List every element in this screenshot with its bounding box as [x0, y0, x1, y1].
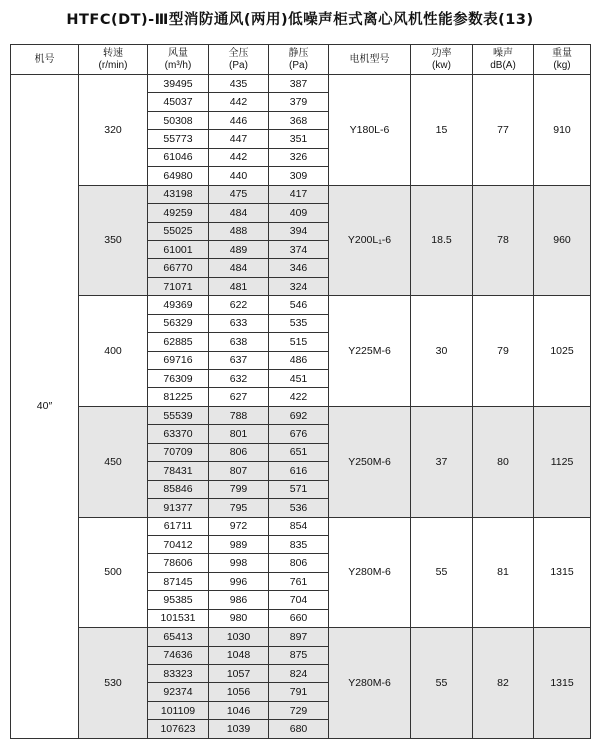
airflow-cell: 81225: [148, 388, 209, 406]
total-pressure-cell: 1046: [209, 701, 269, 719]
airflow-cell: 65413: [148, 628, 209, 646]
static-pressure-cell: 897: [269, 628, 329, 646]
header-total-pressure: [209, 45, 269, 75]
airflow-cell: 78431: [148, 462, 209, 480]
airflow-cell: 91377: [148, 499, 209, 517]
header-unit: (Pa): [229, 59, 248, 71]
total-pressure-cell: 484: [209, 204, 269, 222]
total-pressure-cell: 980: [209, 609, 269, 627]
static-pressure-cell: 394: [269, 222, 329, 240]
total-pressure-cell: 989: [209, 535, 269, 553]
airflow-cell: 45037: [148, 93, 209, 111]
total-pressure-cell: 807: [209, 462, 269, 480]
total-pressure-cell: 806: [209, 443, 269, 461]
header-label: 转速: [103, 47, 123, 59]
airflow-cell: 61711: [148, 517, 209, 535]
header-label: 噪声: [493, 47, 513, 59]
power-cell: 55: [411, 628, 473, 739]
static-pressure-cell: 515: [269, 333, 329, 351]
header-unit: (kg): [553, 59, 571, 71]
weight-cell: 1315: [534, 628, 591, 739]
airflow-cell: 49259: [148, 204, 209, 222]
total-pressure-cell: 489: [209, 240, 269, 258]
static-pressure-cell: 692: [269, 406, 329, 424]
header-static-pressure: [269, 45, 329, 75]
total-pressure-cell: 972: [209, 517, 269, 535]
static-pressure-cell: 451: [269, 370, 329, 388]
static-pressure-cell: 535: [269, 314, 329, 332]
motor-model-cell: Y200L₁-6: [329, 185, 411, 296]
motor-model-cell: Y280M-6: [329, 517, 411, 628]
static-pressure-cell: 616: [269, 462, 329, 480]
weight-cell: 1315: [534, 517, 591, 628]
speed-cell: 400: [79, 296, 148, 407]
airflow-cell: 49369: [148, 296, 209, 314]
airflow-cell: 43198: [148, 185, 209, 203]
power-cell: 37: [411, 406, 473, 517]
header-label: 电机型号: [349, 53, 390, 65]
airflow-cell: 76309: [148, 370, 209, 388]
static-pressure-cell: 680: [269, 720, 329, 738]
total-pressure-cell: 435: [209, 75, 269, 93]
header-label: 机号: [34, 53, 55, 65]
static-pressure-cell: 704: [269, 591, 329, 609]
static-pressure-cell: 379: [269, 93, 329, 111]
power-cell: 15: [411, 75, 473, 186]
static-pressure-cell: 761: [269, 572, 329, 590]
header-label: 功率: [431, 47, 452, 59]
total-pressure-cell: 638: [209, 333, 269, 351]
total-pressure-cell: 442: [209, 148, 269, 166]
airflow-cell: 92374: [148, 683, 209, 701]
total-pressure-cell: 627: [209, 388, 269, 406]
header-unit: dB(A): [490, 59, 516, 71]
static-pressure-cell: 346: [269, 259, 329, 277]
header-unit: (Pa): [289, 59, 308, 71]
airflow-cell: 55025: [148, 222, 209, 240]
airflow-cell: 62885: [148, 333, 209, 351]
noise-cell: 77: [473, 75, 534, 186]
airflow-cell: 85846: [148, 480, 209, 498]
airflow-cell: 101109: [148, 701, 209, 719]
speed-cell: 500: [79, 517, 148, 628]
static-pressure-cell: 387: [269, 75, 329, 93]
static-pressure-cell: 571: [269, 480, 329, 498]
static-pressure-cell: 546: [269, 296, 329, 314]
static-pressure-cell: 729: [269, 701, 329, 719]
total-pressure-cell: 484: [209, 259, 269, 277]
static-pressure-cell: 806: [269, 554, 329, 572]
total-pressure-cell: 481: [209, 277, 269, 295]
airflow-cell: 63370: [148, 425, 209, 443]
airflow-cell: 87145: [148, 572, 209, 590]
total-pressure-cell: 446: [209, 111, 269, 129]
airflow-cell: 70709: [148, 443, 209, 461]
airflow-cell: 95385: [148, 591, 209, 609]
total-pressure-cell: 447: [209, 130, 269, 148]
total-pressure-cell: 788: [209, 406, 269, 424]
static-pressure-cell: 875: [269, 646, 329, 664]
static-pressure-cell: 309: [269, 167, 329, 185]
airflow-cell: 107623: [148, 720, 209, 738]
static-pressure-cell: 791: [269, 683, 329, 701]
header-unit: (kw): [432, 59, 451, 71]
weight-cell: 1125: [534, 406, 591, 517]
table-body: [11, 75, 591, 739]
airflow-cell: 69716: [148, 351, 209, 369]
static-pressure-cell: 326: [269, 148, 329, 166]
header-label: 静压: [288, 47, 309, 59]
table-row: [11, 185, 591, 203]
total-pressure-cell: 622: [209, 296, 269, 314]
speed-cell: 320: [79, 75, 148, 186]
motor-model-cell: Y280M-6: [329, 628, 411, 739]
motor-model-cell: Y180L-6: [329, 75, 411, 186]
total-pressure-cell: 440: [209, 167, 269, 185]
airflow-cell: 74636: [148, 646, 209, 664]
static-pressure-cell: 660: [269, 609, 329, 627]
total-pressure-cell: 442: [209, 93, 269, 111]
header-unit: (m³/h): [164, 59, 192, 71]
airflow-cell: 101531: [148, 609, 209, 627]
weight-cell: 910: [534, 75, 591, 186]
table-header-row: [11, 45, 591, 75]
table-row: [11, 75, 591, 93]
total-pressure-cell: 1039: [209, 720, 269, 738]
noise-cell: 81: [473, 517, 534, 628]
performance-table: [10, 44, 591, 739]
airflow-cell: 71071: [148, 277, 209, 295]
total-pressure-cell: 475: [209, 185, 269, 203]
static-pressure-cell: 676: [269, 425, 329, 443]
noise-cell: 78: [473, 185, 534, 296]
airflow-cell: 78606: [148, 554, 209, 572]
header-unit: (r/min): [98, 59, 128, 71]
airflow-cell: 55773: [148, 130, 209, 148]
table-row: [11, 406, 591, 424]
airflow-cell: 56329: [148, 314, 209, 332]
motor-model-cell: Y225M-6: [329, 296, 411, 407]
total-pressure-cell: 996: [209, 572, 269, 590]
total-pressure-cell: 801: [209, 425, 269, 443]
airflow-cell: 61046: [148, 148, 209, 166]
total-pressure-cell: 998: [209, 554, 269, 572]
total-pressure-cell: 795: [209, 499, 269, 517]
total-pressure-cell: 633: [209, 314, 269, 332]
header-speed: [79, 45, 148, 75]
power-cell: 55: [411, 517, 473, 628]
total-pressure-cell: 1030: [209, 628, 269, 646]
airflow-cell: 70412: [148, 535, 209, 553]
header-airflow: [148, 45, 209, 75]
static-pressure-cell: 854: [269, 517, 329, 535]
header-label: 全压: [228, 47, 249, 59]
airflow-cell: 83323: [148, 665, 209, 683]
static-pressure-cell: 351: [269, 130, 329, 148]
total-pressure-cell: 1048: [209, 646, 269, 664]
noise-cell: 79: [473, 296, 534, 407]
header-machine-no: [11, 45, 79, 75]
speed-cell: 530: [79, 628, 148, 739]
noise-cell: 82: [473, 628, 534, 739]
total-pressure-cell: 1056: [209, 683, 269, 701]
table-row: [11, 517, 591, 535]
static-pressure-cell: 368: [269, 111, 329, 129]
power-cell: 30: [411, 296, 473, 407]
speed-cell: 450: [79, 406, 148, 517]
static-pressure-cell: 409: [269, 204, 329, 222]
static-pressure-cell: 835: [269, 535, 329, 553]
weight-cell: 960: [534, 185, 591, 296]
total-pressure-cell: 1057: [209, 665, 269, 683]
static-pressure-cell: 824: [269, 665, 329, 683]
noise-cell: 80: [473, 406, 534, 517]
static-pressure-cell: 422: [269, 388, 329, 406]
static-pressure-cell: 536: [269, 499, 329, 517]
header-label: 风量: [168, 47, 188, 59]
total-pressure-cell: 799: [209, 480, 269, 498]
header-label: 重量: [552, 47, 572, 59]
header-power: [411, 45, 473, 75]
header-noise: [473, 45, 534, 75]
static-pressure-cell: 417: [269, 185, 329, 203]
machine-no-cell: 40″: [11, 75, 79, 739]
airflow-cell: 61001: [148, 240, 209, 258]
airflow-cell: 66770: [148, 259, 209, 277]
header-motor-model: [329, 45, 411, 75]
total-pressure-cell: 986: [209, 591, 269, 609]
page-title: HTFC(DT)-Ⅲ型消防通风(两用)低噪声柜式离心风机性能参数表(13): [66, 12, 534, 28]
airflow-cell: 39495: [148, 75, 209, 93]
total-pressure-cell: 488: [209, 222, 269, 240]
total-pressure-cell: 632: [209, 370, 269, 388]
total-pressure-cell: 637: [209, 351, 269, 369]
airflow-cell: 64980: [148, 167, 209, 185]
static-pressure-cell: 374: [269, 240, 329, 258]
airflow-cell: 50308: [148, 111, 209, 129]
header-weight: [534, 45, 591, 75]
static-pressure-cell: 486: [269, 351, 329, 369]
static-pressure-cell: 651: [269, 443, 329, 461]
weight-cell: 1025: [534, 296, 591, 407]
speed-cell: 350: [79, 185, 148, 296]
table-row: [11, 296, 591, 314]
table-row: [11, 628, 591, 646]
power-cell: 18.5: [411, 185, 473, 296]
motor-model-cell: Y250M-6: [329, 406, 411, 517]
static-pressure-cell: 324: [269, 277, 329, 295]
airflow-cell: 55539: [148, 406, 209, 424]
